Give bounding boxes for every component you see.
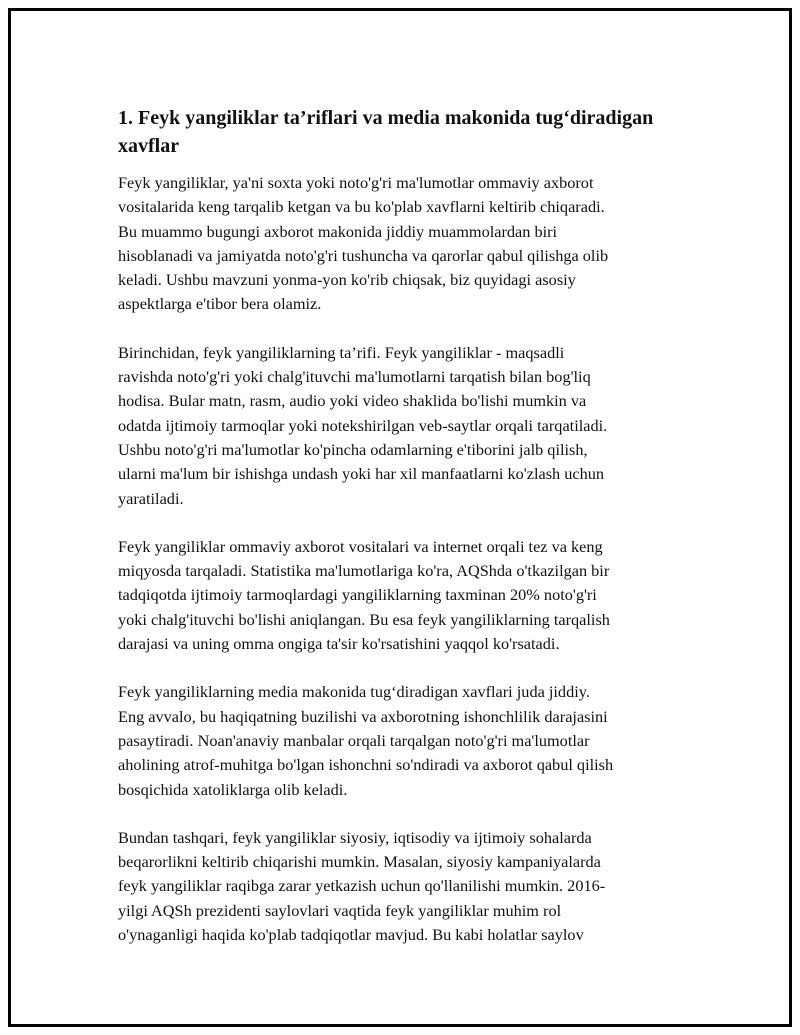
paragraph-4 — [118, 680, 698, 801]
text-line: hisoblanadi va jamiyatda noto'g'ri tushuncha va qarorlar qabul qilishga olib — [118, 245, 609, 265]
text-line: tadqiqotda ijtimoiy tarmoqlardagi yangiliklarning taxminan 20% noto'g'ri — [118, 585, 597, 605]
text-line: darajasi va uning omma ongiga ta'sir ko'rsatishini yaqqol ko'rsatadi. — [118, 634, 560, 654]
paragraph-2 — [118, 341, 698, 511]
text-line: Ushbu noto'g'ri ma'lumotlar ko'pincha odamlarning e'tiborini jalb qilish, — [118, 439, 588, 459]
text-line: yoki chalg'ituvchi bo'lishi aniqlangan. Bu esa feyk yangiliklarning tarqalish — [118, 609, 610, 629]
text-line: Feyk yangiliklar ommaviy axborot vositalari va internet orqali tez va keng — [118, 536, 603, 556]
heading-line: xavflar — [118, 135, 180, 157]
text-line: aspektlarga e'tibor bera olamiz. — [118, 294, 322, 314]
paragraph-1 — [118, 171, 698, 317]
text-line: Feyk yangiliklar, ya'ni soxta yoki noto'g'ri ma'lumotlar ommaviy axborot — [118, 173, 594, 192]
text-line: aholining atrof-muhitga bo'lgan ishonchni so'ndiradi va axborot qabul qilish — [118, 755, 614, 775]
text-line: vositalarida keng tarqalib ketgan va bu ko'plab xavflarni keltirib chiqaradi. — [118, 197, 605, 217]
paragraph-5 — [118, 826, 698, 947]
text-line: Bu muammo bugungi axborot makonida jiddiy muammolardan biri — [118, 221, 558, 241]
paragraph-3 — [118, 535, 698, 656]
text-line: Eng avvalo, bu haqiqatning buzilishi va axborotning ishonchlilik darajasini — [118, 706, 608, 726]
text-line: yaratiladi. — [118, 488, 184, 508]
text-line: feyk yangiliklar raqibga zarar yetkazish uchun qo'llanilishi mumkin. 2016- — [118, 876, 606, 896]
text-line: o'ynaganligi haqida ko'plab tadqiqotlar mavjud. Bu kabi holatlar saylov — [118, 925, 584, 945]
page-frame — [8, 8, 792, 1027]
text-line: yilgi AQSh prezidenti saylovlari vaqtida feyk yangiliklar muhim rol — [118, 900, 562, 920]
text-line: hodisa. Bular matn, rasm, audio yoki video shaklida bo'lishi mumkin va — [118, 391, 587, 411]
text-line: bosqichida xatoliklarga olib keladi. — [118, 779, 348, 799]
text-line: keladi. Ushbu mavzuni yonma-yon ko'rib chiqsak, biz quyidagi asosiy — [118, 270, 576, 290]
text-line: beqarorlikni keltirib chiqarishi mumkin. Masalan, siyosiy kampaniyalarda — [118, 852, 601, 872]
text-line: Feyk yangiliklarning media makonida tug‘diradigan xavflari juda jiddiy. — [118, 682, 590, 702]
section-heading — [118, 104, 698, 160]
text-line: pasaytiradi. Noan'anaviy manbalar orqali tarqalgan noto'g'ri ma'lumotlar — [118, 730, 590, 750]
text-line: ravishda noto'g'ri yoki chalg'ituvchi ma'lumotlarni tarqatish bilan bog'liq — [118, 367, 591, 387]
text-line: Birinchidan, feyk yangiliklarning ta’rifi. Feyk yangiliklar - maqsadli — [118, 342, 565, 362]
text-line: ularni ma'lum bir ishishga undash yoki har xil manfaatlarni ko'zlash uchun — [118, 464, 605, 484]
document-body — [118, 104, 698, 971]
text-line: odatda ijtimoiy tarmoqlar yoki notekshirilgan veb-saytlar orqali tarqatiladi. — [118, 415, 608, 435]
text-line: miqyosda tarqaladi. Statistika ma'lumotlariga ko'ra, AQShda o'tkazilgan bir — [118, 561, 610, 581]
text-line: Bundan tashqari, feyk yangiliklar siyosiy, iqtisodiy va ijtimoiy sohalarda — [118, 827, 592, 847]
heading-line: 1. Feyk yangiliklar ta’riflari va media makonida tug‘diradigan — [118, 107, 654, 129]
